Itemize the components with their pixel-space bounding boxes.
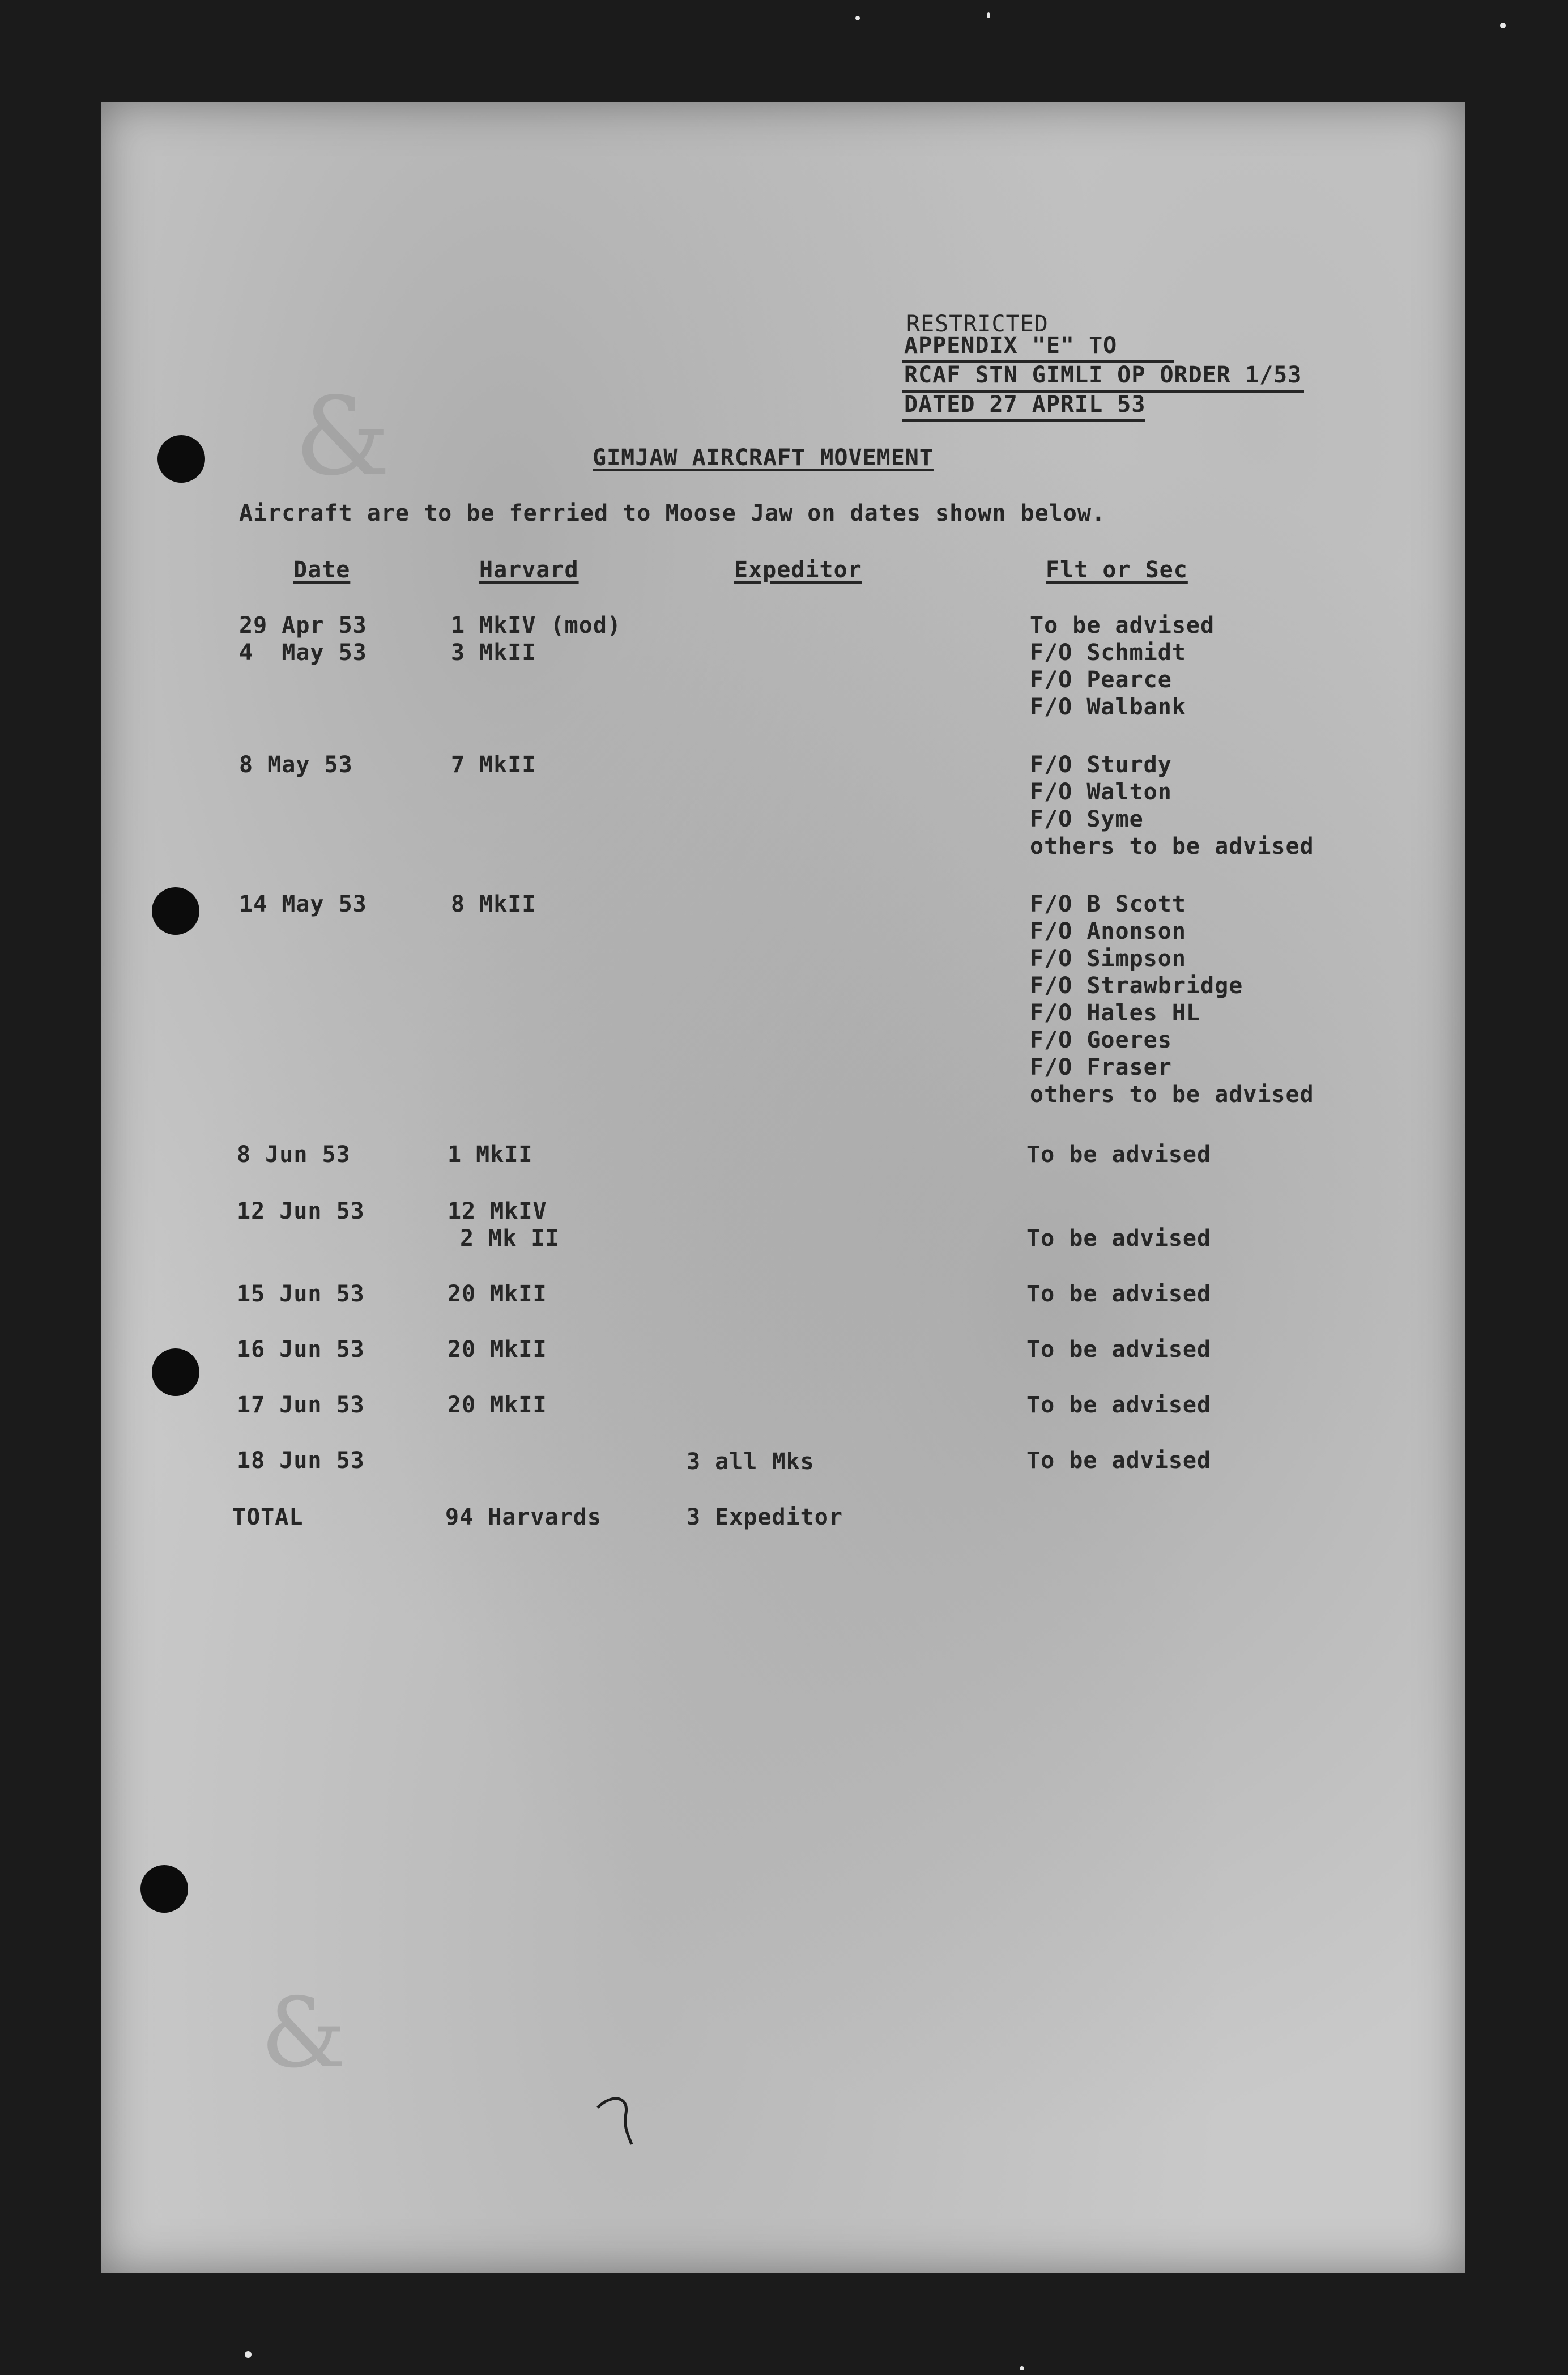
row-expeditor: 3 all Mks [687,1449,815,1475]
row-flt: F/O Schmidt [1030,640,1186,666]
total-expeditor: 3 Expeditor [687,1504,843,1530]
appendix-line: APPENDIX "E" TO [904,333,1118,359]
row-harvard: 20 MkII [448,1281,547,1307]
dust-speck [1500,23,1506,28]
punch-hole [152,887,199,935]
intro-sentence: Aircraft are to be ferried to Moose Jaw on dates shown below. [239,500,1106,526]
row-date: 12 Jun 53 [237,1198,365,1224]
row-harvard: 1 MkII [448,1142,533,1168]
row-harvard: 7 MkII [451,752,536,778]
row-flt: F/O Anonson [1030,918,1186,944]
row-date: 15 Jun 53 [237,1281,365,1307]
pen-mark [595,2091,646,2147]
row-flt: others to be advised [1030,833,1314,859]
dust-speck [855,16,860,20]
dust-speck [1020,2366,1024,2370]
row-date: 17 Jun 53 [237,1392,365,1418]
row-harvard: 20 MkII [448,1392,547,1418]
bleed-through-mark: & [295,374,391,499]
dust-speck [987,12,990,18]
row-flt: F/O Hales HL [1030,1000,1200,1026]
classification-label: RESTRICTED [906,311,1049,337]
total-label: TOTAL [232,1504,304,1530]
row-harvard: 12 MkIV [448,1198,547,1224]
order-line: RCAF STN GIMLI OP ORDER 1/53 [904,362,1302,388]
row-flt: To be advised [1026,1392,1212,1418]
column-header-date: Date [293,557,351,583]
total-harvard: 94 Harvards [445,1504,602,1530]
row-flt: To be advised [1026,1142,1212,1168]
document-title: GIMJAW AIRCRAFT MOVEMENT [593,445,934,471]
row-harvard: 1 MkIV (mod) [451,612,621,639]
row-date: 14 May 53 [239,891,367,917]
row-flt: F/O Fraser [1030,1054,1172,1080]
row-date: 4 May 53 [239,640,367,666]
column-header-flt-or-sec: Flt or Sec [1046,557,1188,583]
row-date: 29 Apr 53 [239,612,367,639]
row-harvard: 3 MkII [451,640,536,666]
row-flt: F/O Simpson [1030,946,1186,972]
row-flt: To be advised [1026,1225,1212,1252]
row-flt: F/O B Scott [1030,891,1186,917]
row-flt: others to be advised [1030,1082,1314,1108]
dust-speck [245,2351,252,2358]
punch-hole [157,435,205,483]
row-flt: To be advised [1026,1281,1212,1307]
row-date: 16 Jun 53 [237,1337,365,1363]
dated-underline [902,419,1145,422]
row-flt: To be advised [1026,1448,1212,1474]
dated-line: DATED 27 APRIL 53 [904,391,1146,418]
row-flt: F/O Syme [1030,806,1144,832]
row-flt: F/O Sturdy [1030,752,1172,778]
row-flt: F/O Pearce [1030,667,1172,693]
row-flt: F/O Walton [1030,779,1172,805]
column-header-harvard: Harvard [479,557,579,583]
column-header-expeditor: Expeditor [734,557,862,583]
punch-hole [152,1348,199,1396]
row-date: 8 May 53 [239,752,353,778]
row-flt: F/O Strawbridge [1030,973,1243,999]
row-date: 18 Jun 53 [237,1448,365,1474]
row-flt: To be advised [1030,612,1215,639]
row-harvard-second: 2 Mk II [460,1225,560,1252]
row-date: 8 Jun 53 [237,1142,351,1168]
bleed-through-mark: & [261,1977,347,2089]
punch-hole [140,1865,188,1913]
row-flt: F/O Walbank [1030,694,1186,720]
row-flt: To be advised [1026,1337,1212,1363]
row-flt: F/O Goeres [1030,1027,1172,1053]
row-harvard: 8 MkII [451,891,536,917]
row-harvard: 20 MkII [448,1337,547,1363]
